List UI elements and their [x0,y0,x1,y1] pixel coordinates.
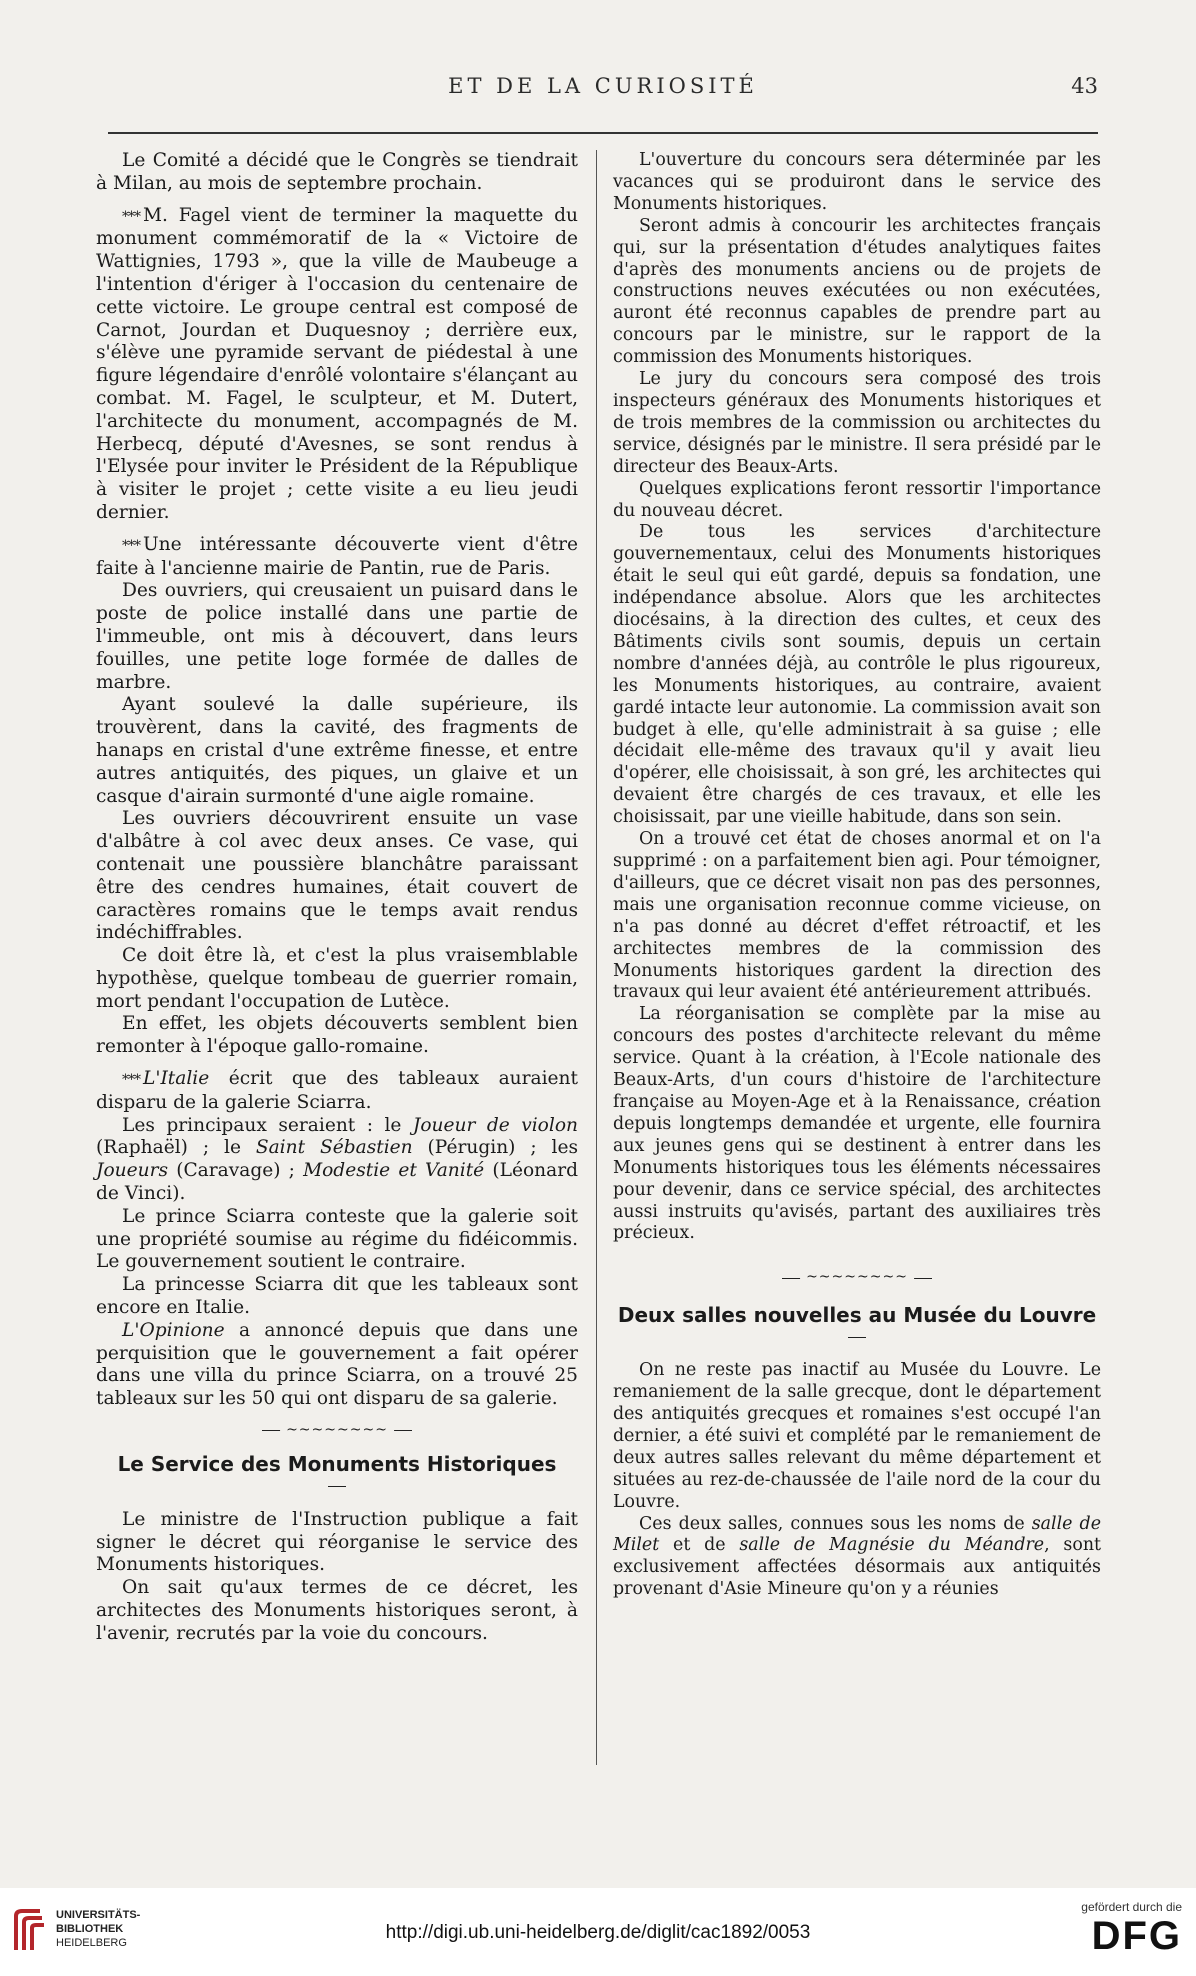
title-dash [328,1486,346,1487]
paragraph: La princesse Sciarra dit que les tableaux sont encore en Italie. [96,1274,578,1319]
paragraph: Des ouvriers, qui creusaient un puisard dans le poste de police installé dans une partie de l'immeuble, ont mis à découvert, dans leurs fouilles, une petite loge formée de dalles de marbre. [96,580,578,693]
paragraph: Le Comité a décidé que le Congrès se tiendrait à Milan, au mois de septembre prochain. [96,150,578,194]
paragraph: Ces deux salles, connues sous les noms de salle de Milet et de salle de Magnésie du Méandre, sont exclusivement affectées désormais aux antiquités provenant d'Asie Mineure qu'on y a réunies [613,1513,1102,1600]
paragraph: *** M. Fagel vient de terminer la maquette du monument commémoratif de la « Victoire de Wattignies, 1793 », que la ville de Maubeuge a l'intention d'ériger à l'occasion du centenaire de cette victoire. Le groupe central est composé de Carnot, Jourdan et Duquesnoy ; derrière eux, s'élève une pyramide servant de piédestal à une figure légendaire d'enrôlé volontaire s'élançant au combat. M. Fagel, le sculpteur, et M. Dutert, l'architecte du monument, accompagnés de M. Herbecq, député d'Avesnes, se sont rendus à l'Elysée pour inviter le Président de la République à visiter le projet ; cette visite a eu lieu jeudi dernier. [96,204,578,523]
paragraph: La réorganisation se complète par la mise au concours des postes d'architecte relevant du même service. Quant à la création, à l'Ecole nationale des Beaux-Arts, d'un cours d'histoire de l'architecture française au Moyen-Age et à la Renaissance, création depuis longtemps demandée et urgente, elle fournira aux jeunes gens qui se destinent à entrer dans les Monuments historiques tous les éléments nécessaires pour devenir, dans ce service spécial, des architectes aussi instruits qu'avisés, partant des auxiliaires très précieux. [613,1004,1101,1244]
paragraph: Ayant soulevé la dalle supérieure, ils trouvèrent, dans la cavité, des fragments de hanaps en cristal d'une extrême finesse, et entre autres antiquités, des piques, un glaive et un casque d'airain surmonté d'une aigle romaine. [96,694,578,807]
library-name-line1: UNIVERSITÄTS- [56,1909,141,1921]
paragraph: Seront admis à concourir les architectes français qui, sur la présentation d'études analytiques faites d'après des monuments anciens ou de projets de constructions neuves exécutées ou non exécutées, auront été reconnus capables de prendre part au concours par le ministre, sur le rapport de la commission des Monuments historiques. [613,215,1101,368]
paragraph: Les principaux seraient : le Joueur de violon (Raphaël) ; le Saint Sébastien (Pérugin) ; les Joueurs (Caravage) ; Modestie et Vanité (Léonard de Vinci). [96,1114,578,1205]
permalink-url[interactable]: http://digi.ub.uni-heidelberg.de/diglit/cac1892/0053 [385,1922,811,1943]
asterism: *** [122,537,140,554]
paragraph: Les ouvriers découvrirent ensuite un vase d'albâtre à col avec deux anses. Ce vase, qui contenait une poussière blanchâtre paraissant être des cendres humaines, était couvert de caractères romains que le temps avait rendus indéchiffrables. [96,808,578,944]
dfg-wordmark: DFG [1091,1914,1182,1958]
page-number: 43 [1071,74,1098,98]
paragraph: On a trouvé cet état de choses anormal et on l'a supprimé : on a parfaitement bien agi. Pour témoigner, d'ailleurs, que ce décret visait non pas des personnes, mais une organisation reconnue comme vicieuse, on n'a pas donné au décret d'effet rétroactif, et les architectes membres de la commission des Monuments historiques gardent la direction des travaux qui leur avaient été antérieurement attribués. [613,829,1101,1003]
paragraph: Le jury du concours sera composé des trois inspecteurs généraux des Monuments historiques et de trois membres de la commission ou architectes du service, désignés par le ministre. Il sera présidé par le directeur des Beaux-Arts. [613,369,1101,477]
paragraph: L'Opinione a annoncé depuis que dans une perquisition que le gouvernement a fait opérer dans une villa du prince Sciarra, on a trouvé 25 tableaux sur les 50 qui ont disparu de sa galerie. [96,1319,578,1410]
viewer-footer [0,1888,1196,1976]
asterism: *** [122,208,140,225]
section-title: Le Service des Monuments Historiques [117,1452,557,1477]
library-name-line2: BIBLIOTHEK [56,1923,124,1935]
left-column [96,150,578,1646]
paragraph: L'ouverture du concours sera déterminée par les vacances qui se produiront dans le service des Monuments historiques. [613,150,1101,214]
dfg-logo[interactable] [1052,1900,1182,1970]
paragraph: On ne reste pas inactif au Musée du Louvre. Le remaniement de la salle grecque, dont le département des antiquités grecques et romaines s'est occupé l'an dernier, a été suivi et complété par le remaniement de deux autres salles relevant du même département et situées au rez-de-chaussée de l'aile nord de la cour du Louvre. [613,1360,1101,1512]
header-rule [108,132,1098,134]
title-dash [848,1337,866,1338]
paragraph: On sait qu'aux termes de ce décret, les architectes des Monuments historiques seront, à l'avenir, recrutés par la voie du concours. [96,1577,578,1644]
page-header [108,74,1098,110]
paragraph: Ce doit être là, et c'est la plus vraisemblable hypothèse, quelque tombeau de guerrier romain, mort pendant l'occupation de Lutèce. [96,945,578,1012]
paragraph: En effet, les objets découverts semblent bien remonter à l'époque gallo-romaine. [96,1013,578,1058]
library-name-line3: HEIDELBERG [56,1937,127,1949]
ornament-divider: ~~~~~~~~ [262,1425,412,1437]
section-title: Deux salles nouvelles au Musée du Louvre [617,1303,1097,1328]
asterism: *** [122,1072,140,1089]
right-column [613,150,1101,1601]
ornament-divider: ~~~~~~~~ [782,1273,932,1285]
paragraph: *** L'Italie écrit que des tableaux auraient disparu de la galerie Sciarra. [96,1068,578,1113]
paragraph: Quelques explications feront ressortir l'importance du nouveau décret. [613,478,1101,521]
running-title: ET DE LA CURIOSITÉ [448,74,758,98]
paragraph: De tous les services d'architecture gouvernementaux, celui des Monuments historiques était le seul qui eût gardé, depuis sa fondation, une indépendance absolue. Alors que les architectes diocésains, à la direction des cultes, et ceux des Bâtiments civils sont soumis, depuis un certain nombre d'années déjà, au contrôle le plus rigoureux, les Monuments historiques, au contraire, avaient gardé intacte leur autonomie. La commission avait son budget à elle, qu'elle administrait à sa guise ; elle décidait elle-même des travaux qu'il y avait lieu d'opérer, elle choisissait, à son gré, les architectes qui devaient être chargés de ces travaux, et elle les choisissait, par une vieille habitude, dans son sein. [613,522,1101,828]
paragraph: Le ministre de l'Instruction publique a fait signer le décret qui réorganise le service des Monuments historiques. [96,1508,578,1576]
funder-label: gefördert durch die [1081,1900,1182,1914]
paragraph: *** Une intéressante découverte vient d'être faite à l'ancienne mairie de Pantin, rue de Paris. [96,533,578,579]
column-divider [596,150,597,1765]
paragraph: Le prince Sciarra conteste que la galerie soit une propriété soumise au régime du fidéicommis. Le gouvernement soutient le contraire. [96,1205,578,1273]
